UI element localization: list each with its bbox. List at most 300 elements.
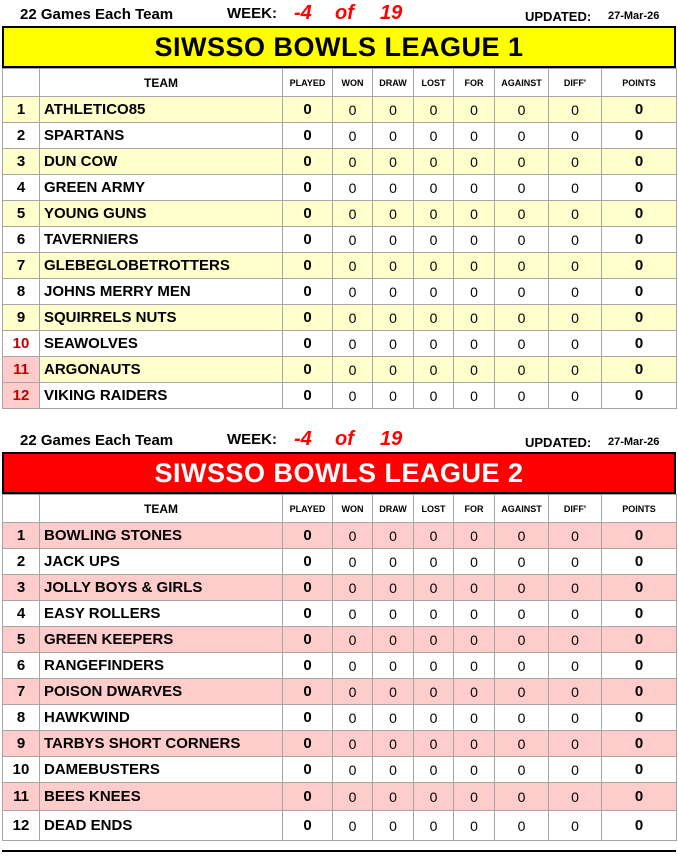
- draw-cell: 0: [373, 549, 414, 575]
- against-cell: 0: [495, 253, 549, 279]
- rank-cell: 6: [3, 227, 40, 253]
- points-cell: 0: [602, 523, 677, 549]
- league-2-title: SIWSSO BOWLS LEAGUE 2: [2, 452, 676, 494]
- won-cell: 0: [333, 549, 373, 575]
- for-cell: 0: [454, 601, 495, 627]
- against-cell: 0: [495, 705, 549, 731]
- lost-cell: 0: [414, 549, 454, 575]
- league-1-table: [2, 68, 677, 409]
- for-cell: 0: [454, 383, 495, 409]
- team-name-cell: EASY ROLLERS: [40, 601, 283, 627]
- won-cell: 0: [333, 305, 373, 331]
- diff-cell: 0: [549, 175, 602, 201]
- diff-cell: 0: [549, 201, 602, 227]
- standings-row: [3, 175, 677, 201]
- points-cell: 0: [602, 149, 677, 175]
- won-cell: 0: [333, 627, 373, 653]
- for-cell: 0: [454, 253, 495, 279]
- played-cell: 0: [283, 757, 333, 783]
- league-1-header-row: [3, 69, 677, 97]
- diff-cell: 0: [549, 149, 602, 175]
- week-of-text: of: [335, 428, 354, 450]
- lost-cell: 0: [414, 731, 454, 757]
- played-header: PLAYED: [283, 495, 333, 523]
- team-name-cell: JACK UPS: [40, 549, 283, 575]
- draw-cell: 0: [373, 357, 414, 383]
- lost-cell: 0: [414, 627, 454, 653]
- against-cell: 0: [495, 549, 549, 575]
- team-name-cell: RANGEFINDERS: [40, 653, 283, 679]
- played-header: PLAYED: [283, 69, 333, 97]
- updated-label: UPDATED:: [525, 435, 592, 450]
- standings-row: [3, 123, 677, 149]
- against-header: AGAINST: [495, 495, 549, 523]
- standings-row: [3, 227, 677, 253]
- lost-cell: 0: [414, 757, 454, 783]
- team-name-cell: JOHNS MERRY MEN: [40, 279, 283, 305]
- standings-row: [3, 253, 677, 279]
- week-of-text: of: [335, 2, 354, 24]
- for-cell: 0: [454, 279, 495, 305]
- week-label: WEEK:: [227, 431, 277, 448]
- against-cell: 0: [495, 97, 549, 123]
- points-header: POINTS: [602, 69, 677, 97]
- for-cell: 0: [454, 227, 495, 253]
- played-cell: 0: [283, 627, 333, 653]
- games-each-team-text: 22 Games Each Team: [20, 432, 174, 449]
- against-cell: 0: [495, 627, 549, 653]
- team-name-cell: SEAWOLVES: [40, 331, 283, 357]
- bottom-border: [2, 850, 676, 852]
- against-cell: 0: [495, 523, 549, 549]
- diff-cell: 0: [549, 279, 602, 305]
- rank-cell: 4: [3, 175, 40, 201]
- played-cell: 0: [283, 305, 333, 331]
- played-cell: 0: [283, 201, 333, 227]
- rank-cell: 1: [3, 523, 40, 549]
- league-2-header-row: [3, 495, 677, 523]
- draw-cell: 0: [373, 705, 414, 731]
- lost-cell: 0: [414, 149, 454, 175]
- team-header: TEAM: [40, 495, 283, 523]
- points-header: POINTS: [602, 495, 677, 523]
- points-cell: 0: [602, 175, 677, 201]
- points-cell: 0: [602, 305, 677, 331]
- points-cell: 0: [602, 731, 677, 757]
- standings-row: [3, 811, 677, 841]
- points-cell: 0: [602, 123, 677, 149]
- updated-date: 27-Mar-26: [608, 10, 660, 22]
- team-name-cell: GREEN ARMY: [40, 175, 283, 201]
- lost-cell: 0: [414, 653, 454, 679]
- lost-cell: 0: [414, 253, 454, 279]
- diff-cell: 0: [549, 383, 602, 409]
- draw-cell: 0: [373, 175, 414, 201]
- standings-row: [3, 627, 677, 653]
- diff-cell: 0: [549, 653, 602, 679]
- draw-cell: 0: [373, 123, 414, 149]
- standings-row: [3, 383, 677, 409]
- draw-cell: 0: [373, 679, 414, 705]
- team-name-cell: DAMEBUSTERS: [40, 757, 283, 783]
- points-cell: 0: [602, 227, 677, 253]
- diff-cell: 0: [549, 253, 602, 279]
- draw-cell: 0: [373, 811, 414, 841]
- for-cell: 0: [454, 201, 495, 227]
- won-cell: 0: [333, 253, 373, 279]
- draw-cell: 0: [373, 757, 414, 783]
- won-cell: 0: [333, 705, 373, 731]
- rank-cell: 8: [3, 279, 40, 305]
- team-name-cell: GLEBEGLOBETROTTERS: [40, 253, 283, 279]
- team-name-cell: SQUIRRELS NUTS: [40, 305, 283, 331]
- rank-cell: 12: [3, 383, 40, 409]
- standings-row: [3, 357, 677, 383]
- team-name-cell: ATHLETICO85: [40, 97, 283, 123]
- lost-cell: 0: [414, 331, 454, 357]
- rank-cell: 5: [3, 627, 40, 653]
- diff-cell: 0: [549, 705, 602, 731]
- team-name-cell: TAVERNIERS: [40, 227, 283, 253]
- updated-label: UPDATED:: [525, 9, 592, 24]
- won-cell: 0: [333, 731, 373, 757]
- points-cell: 0: [602, 783, 677, 811]
- played-cell: 0: [283, 357, 333, 383]
- rank-cell: 11: [3, 357, 40, 383]
- draw-cell: 0: [373, 783, 414, 811]
- played-cell: 0: [283, 227, 333, 253]
- rank-header: [3, 69, 40, 97]
- won-cell: 0: [333, 523, 373, 549]
- points-cell: 0: [602, 705, 677, 731]
- against-cell: 0: [495, 175, 549, 201]
- diff-header: DIFF': [549, 69, 602, 97]
- played-cell: 0: [283, 123, 333, 149]
- standings-row: [3, 149, 677, 175]
- draw-cell: 0: [373, 601, 414, 627]
- won-cell: 0: [333, 201, 373, 227]
- for-cell: 0: [454, 783, 495, 811]
- lost-cell: 0: [414, 279, 454, 305]
- played-cell: 0: [283, 279, 333, 305]
- lost-cell: 0: [414, 601, 454, 627]
- points-cell: 0: [602, 253, 677, 279]
- week-total: 19: [380, 428, 403, 450]
- league-2-table: [2, 494, 677, 841]
- against-cell: 0: [495, 731, 549, 757]
- team-name-cell: GREEN KEEPERS: [40, 627, 283, 653]
- team-name-cell: TARBYS SHORT CORNERS: [40, 731, 283, 757]
- lost-cell: 0: [414, 575, 454, 601]
- played-cell: 0: [283, 705, 333, 731]
- rank-cell: 3: [3, 149, 40, 175]
- team-name-cell: DEAD ENDS: [40, 811, 283, 841]
- played-cell: 0: [283, 653, 333, 679]
- draw-cell: 0: [373, 331, 414, 357]
- rank-cell: 7: [3, 679, 40, 705]
- standings-row: [3, 705, 677, 731]
- team-name-cell: DUN COW: [40, 149, 283, 175]
- standings-row: [3, 201, 677, 227]
- draw-cell: 0: [373, 279, 414, 305]
- team-name-cell: VIKING RAIDERS: [40, 383, 283, 409]
- team-header: TEAM: [40, 69, 283, 97]
- standings-row: [3, 575, 677, 601]
- played-cell: 0: [283, 549, 333, 575]
- lost-cell: 0: [414, 175, 454, 201]
- rank-cell: 5: [3, 201, 40, 227]
- diff-cell: 0: [549, 227, 602, 253]
- diff-cell: 0: [549, 811, 602, 841]
- diff-cell: 0: [549, 601, 602, 627]
- for-cell: 0: [454, 357, 495, 383]
- draw-cell: 0: [373, 305, 414, 331]
- lost-header: LOST: [414, 495, 454, 523]
- for-cell: 0: [454, 149, 495, 175]
- won-cell: 0: [333, 679, 373, 705]
- week-number: -4: [294, 428, 312, 450]
- against-cell: 0: [495, 811, 549, 841]
- against-cell: 0: [495, 201, 549, 227]
- for-cell: 0: [454, 757, 495, 783]
- for-header: FOR: [454, 69, 495, 97]
- league-1-section: [2, 0, 676, 409]
- draw-cell: 0: [373, 731, 414, 757]
- against-cell: 0: [495, 383, 549, 409]
- lost-cell: 0: [414, 705, 454, 731]
- league-1-info-bar: [2, 0, 676, 26]
- won-header: WON: [333, 69, 373, 97]
- won-cell: 0: [333, 149, 373, 175]
- won-cell: 0: [333, 811, 373, 841]
- league-1-title: SIWSSO BOWLS LEAGUE 1: [2, 26, 676, 68]
- diff-cell: 0: [549, 627, 602, 653]
- standings-row: [3, 523, 677, 549]
- team-name-cell: POISON DWARVES: [40, 679, 283, 705]
- against-cell: 0: [495, 123, 549, 149]
- rank-cell: 3: [3, 575, 40, 601]
- rank-cell: 8: [3, 705, 40, 731]
- played-cell: 0: [283, 383, 333, 409]
- for-cell: 0: [454, 653, 495, 679]
- played-cell: 0: [283, 97, 333, 123]
- for-cell: 0: [454, 549, 495, 575]
- draw-cell: 0: [373, 201, 414, 227]
- rank-cell: 9: [3, 731, 40, 757]
- for-cell: 0: [454, 575, 495, 601]
- played-cell: 0: [283, 523, 333, 549]
- draw-cell: 0: [373, 253, 414, 279]
- played-cell: 0: [283, 731, 333, 757]
- lost-cell: 0: [414, 227, 454, 253]
- against-cell: 0: [495, 757, 549, 783]
- points-cell: 0: [602, 201, 677, 227]
- played-cell: 0: [283, 575, 333, 601]
- standings-row: [3, 97, 677, 123]
- against-cell: 0: [495, 305, 549, 331]
- lost-cell: 0: [414, 305, 454, 331]
- draw-cell: 0: [373, 627, 414, 653]
- won-cell: 0: [333, 331, 373, 357]
- for-cell: 0: [454, 811, 495, 841]
- points-cell: 0: [602, 97, 677, 123]
- rank-cell: 1: [3, 97, 40, 123]
- against-cell: 0: [495, 575, 549, 601]
- standings-row: [3, 305, 677, 331]
- against-header: AGAINST: [495, 69, 549, 97]
- for-cell: 0: [454, 175, 495, 201]
- lost-cell: 0: [414, 811, 454, 841]
- draw-cell: 0: [373, 97, 414, 123]
- won-cell: 0: [333, 601, 373, 627]
- against-cell: 0: [495, 601, 549, 627]
- points-cell: 0: [602, 357, 677, 383]
- standings-row: [3, 279, 677, 305]
- diff-header: DIFF': [549, 495, 602, 523]
- points-cell: 0: [602, 549, 677, 575]
- week-total: 19: [380, 2, 403, 24]
- lost-cell: 0: [414, 97, 454, 123]
- team-name-cell: HAWKWIND: [40, 705, 283, 731]
- for-header: FOR: [454, 495, 495, 523]
- standings-row: [3, 783, 677, 811]
- week-number: -4: [294, 2, 312, 24]
- rank-cell: 2: [3, 549, 40, 575]
- standings-row: [3, 679, 677, 705]
- draw-cell: 0: [373, 653, 414, 679]
- won-cell: 0: [333, 357, 373, 383]
- team-name-cell: JOLLY BOYS & GIRLS: [40, 575, 283, 601]
- draw-header: DRAW: [373, 69, 414, 97]
- league-2-info-bar: [2, 426, 676, 452]
- points-cell: 0: [602, 757, 677, 783]
- points-cell: 0: [602, 383, 677, 409]
- against-cell: 0: [495, 653, 549, 679]
- rank-cell: 11: [3, 783, 40, 811]
- rank-header: [3, 495, 40, 523]
- played-cell: 0: [283, 253, 333, 279]
- week-label: WEEK:: [227, 5, 277, 22]
- against-cell: 0: [495, 783, 549, 811]
- diff-cell: 0: [549, 549, 602, 575]
- lost-cell: 0: [414, 357, 454, 383]
- won-header: WON: [333, 495, 373, 523]
- draw-cell: 0: [373, 383, 414, 409]
- won-cell: 0: [333, 653, 373, 679]
- won-cell: 0: [333, 783, 373, 811]
- for-cell: 0: [454, 523, 495, 549]
- draw-cell: 0: [373, 575, 414, 601]
- lost-cell: 0: [414, 783, 454, 811]
- rank-cell: 10: [3, 331, 40, 357]
- for-cell: 0: [454, 731, 495, 757]
- points-cell: 0: [602, 653, 677, 679]
- draw-cell: 0: [373, 523, 414, 549]
- diff-cell: 0: [549, 357, 602, 383]
- draw-header: DRAW: [373, 495, 414, 523]
- played-cell: 0: [283, 601, 333, 627]
- rank-cell: 10: [3, 757, 40, 783]
- standings-row: [3, 549, 677, 575]
- for-cell: 0: [454, 97, 495, 123]
- played-cell: 0: [283, 811, 333, 841]
- team-name-cell: YOUNG GUNS: [40, 201, 283, 227]
- won-cell: 0: [333, 97, 373, 123]
- against-cell: 0: [495, 331, 549, 357]
- updated-date: 27-Mar-26: [608, 436, 660, 448]
- diff-cell: 0: [549, 123, 602, 149]
- against-cell: 0: [495, 679, 549, 705]
- lost-cell: 0: [414, 383, 454, 409]
- rank-cell: 6: [3, 653, 40, 679]
- played-cell: 0: [283, 783, 333, 811]
- diff-cell: 0: [549, 679, 602, 705]
- team-name-cell: BOWLING STONES: [40, 523, 283, 549]
- for-cell: 0: [454, 305, 495, 331]
- rank-cell: 4: [3, 601, 40, 627]
- against-cell: 0: [495, 279, 549, 305]
- won-cell: 0: [333, 123, 373, 149]
- diff-cell: 0: [549, 575, 602, 601]
- won-cell: 0: [333, 175, 373, 201]
- diff-cell: 0: [549, 523, 602, 549]
- points-cell: 0: [602, 679, 677, 705]
- rank-cell: 7: [3, 253, 40, 279]
- rank-cell: 9: [3, 305, 40, 331]
- for-cell: 0: [454, 705, 495, 731]
- points-cell: 0: [602, 811, 677, 841]
- lost-cell: 0: [414, 679, 454, 705]
- rank-cell: 12: [3, 811, 40, 841]
- points-cell: 0: [602, 279, 677, 305]
- lost-cell: 0: [414, 523, 454, 549]
- played-cell: 0: [283, 149, 333, 175]
- played-cell: 0: [283, 175, 333, 201]
- draw-cell: 0: [373, 227, 414, 253]
- played-cell: 0: [283, 331, 333, 357]
- points-cell: 0: [602, 575, 677, 601]
- won-cell: 0: [333, 383, 373, 409]
- diff-cell: 0: [549, 783, 602, 811]
- played-cell: 0: [283, 679, 333, 705]
- won-cell: 0: [333, 227, 373, 253]
- standings-row: [3, 757, 677, 783]
- team-name-cell: BEES KNEES: [40, 783, 283, 811]
- games-each-team-text: 22 Games Each Team: [20, 6, 174, 23]
- points-cell: 0: [602, 331, 677, 357]
- points-cell: 0: [602, 601, 677, 627]
- against-cell: 0: [495, 149, 549, 175]
- for-cell: 0: [454, 679, 495, 705]
- league-2-section: [2, 426, 676, 841]
- team-name-cell: SPARTANS: [40, 123, 283, 149]
- diff-cell: 0: [549, 305, 602, 331]
- for-cell: 0: [454, 331, 495, 357]
- team-name-cell: ARGONAUTS: [40, 357, 283, 383]
- lost-cell: 0: [414, 123, 454, 149]
- lost-cell: 0: [414, 201, 454, 227]
- points-cell: 0: [602, 627, 677, 653]
- won-cell: 0: [333, 279, 373, 305]
- standings-row: [3, 331, 677, 357]
- standings-row: [3, 601, 677, 627]
- diff-cell: 0: [549, 757, 602, 783]
- for-cell: 0: [454, 123, 495, 149]
- lost-header: LOST: [414, 69, 454, 97]
- draw-cell: 0: [373, 149, 414, 175]
- diff-cell: 0: [549, 331, 602, 357]
- won-cell: 0: [333, 575, 373, 601]
